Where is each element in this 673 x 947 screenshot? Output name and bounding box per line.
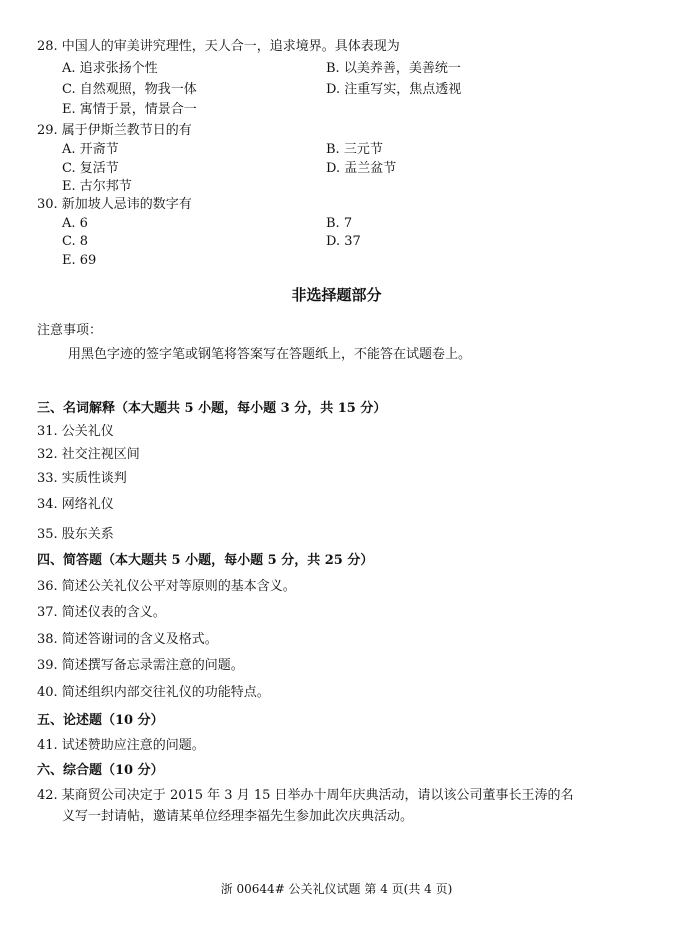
question-35: 35. 股东关系 <box>37 527 114 542</box>
question-40: 40. 简述组织内部交往礼仪的功能特点。 <box>37 685 270 700</box>
question-30-stem: 30. 新加坡人忌讳的数字有 <box>37 197 192 212</box>
question-42-line-2: 义写一封请帖，邀请某单位经理李福先生参加此次庆典活动。 <box>62 809 414 824</box>
question-36: 36. 简述公关礼仪公平对等原则的基本含义。 <box>37 579 296 594</box>
question-28-option-c: C. 自然观照，物我一体 <box>62 82 197 97</box>
question-42-line-1: 42. 某商贸公司决定于 2015 年 3 月 15 日举办十周年庆典活动，请以该公司董事长王涛的名 <box>37 788 574 803</box>
question-33: 33. 实质性谈判 <box>37 471 127 486</box>
note-label: 注意事项： <box>37 323 103 338</box>
question-29-option-a: A. 开斋节 <box>62 142 119 157</box>
question-30-option-d: D. 37 <box>326 234 361 249</box>
question-41: 41. 试述赞助应注意的问题。 <box>37 738 205 753</box>
part-title: 非选择题部分 <box>291 286 382 304</box>
question-28-option-a: A. 追求张扬个性 <box>62 61 158 76</box>
question-37: 37. 简述仪表的含义。 <box>37 605 166 620</box>
question-28-stem: 28. 中国人的审美讲究理性，天人合一，追求境界。具体表现为 <box>37 39 400 54</box>
question-28-option-d: D. 注重写实，焦点透视 <box>326 82 462 97</box>
question-34: 34. 网络礼仪 <box>37 497 114 512</box>
section-4-heading: 四、简答题（本大题共 5 小题，每小题 5 分，共 25 分） <box>37 553 374 568</box>
question-39: 39. 简述撰写备忘录需注意的问题。 <box>37 658 244 673</box>
question-30-option-a: A. 6 <box>62 216 88 231</box>
question-29-stem: 29. 属于伊斯兰教节日的有 <box>37 123 192 138</box>
question-29-option-b: B. 三元节 <box>326 142 383 157</box>
page-footer: 浙 00644# 公关礼仪试题 第 4 页(共 4 页) <box>220 882 453 896</box>
question-28-option-b: B. 以美养善，美善统一 <box>326 61 461 76</box>
note-body: 用黑色字迹的签字笔或钢笔将答案写在答题纸上，不能答在试题卷上。 <box>68 347 472 362</box>
section-3-heading: 三、名词解释（本大题共 5 小题，每小题 3 分，共 15 分） <box>37 401 387 416</box>
question-31: 31. 公关礼仪 <box>37 424 114 439</box>
question-29-option-e: E. 古尔邦节 <box>62 179 132 194</box>
question-30-option-c: C. 8 <box>62 234 89 249</box>
section-5-heading: 五、论述题（10 分） <box>37 713 164 728</box>
question-30-option-e: E. 69 <box>62 253 97 268</box>
question-32: 32. 社交注视区间 <box>37 447 140 462</box>
question-30-option-b: B. 7 <box>326 216 353 231</box>
question-38: 38. 简述答谢词的含义及格式。 <box>37 632 218 647</box>
question-29-option-d: D. 盂兰盆节 <box>326 161 397 176</box>
question-28-option-e: E. 寓情于景，情景合一 <box>62 102 197 117</box>
section-6-heading: 六、综合题（10 分） <box>37 763 164 778</box>
question-29-option-c: C. 复活节 <box>62 161 119 176</box>
